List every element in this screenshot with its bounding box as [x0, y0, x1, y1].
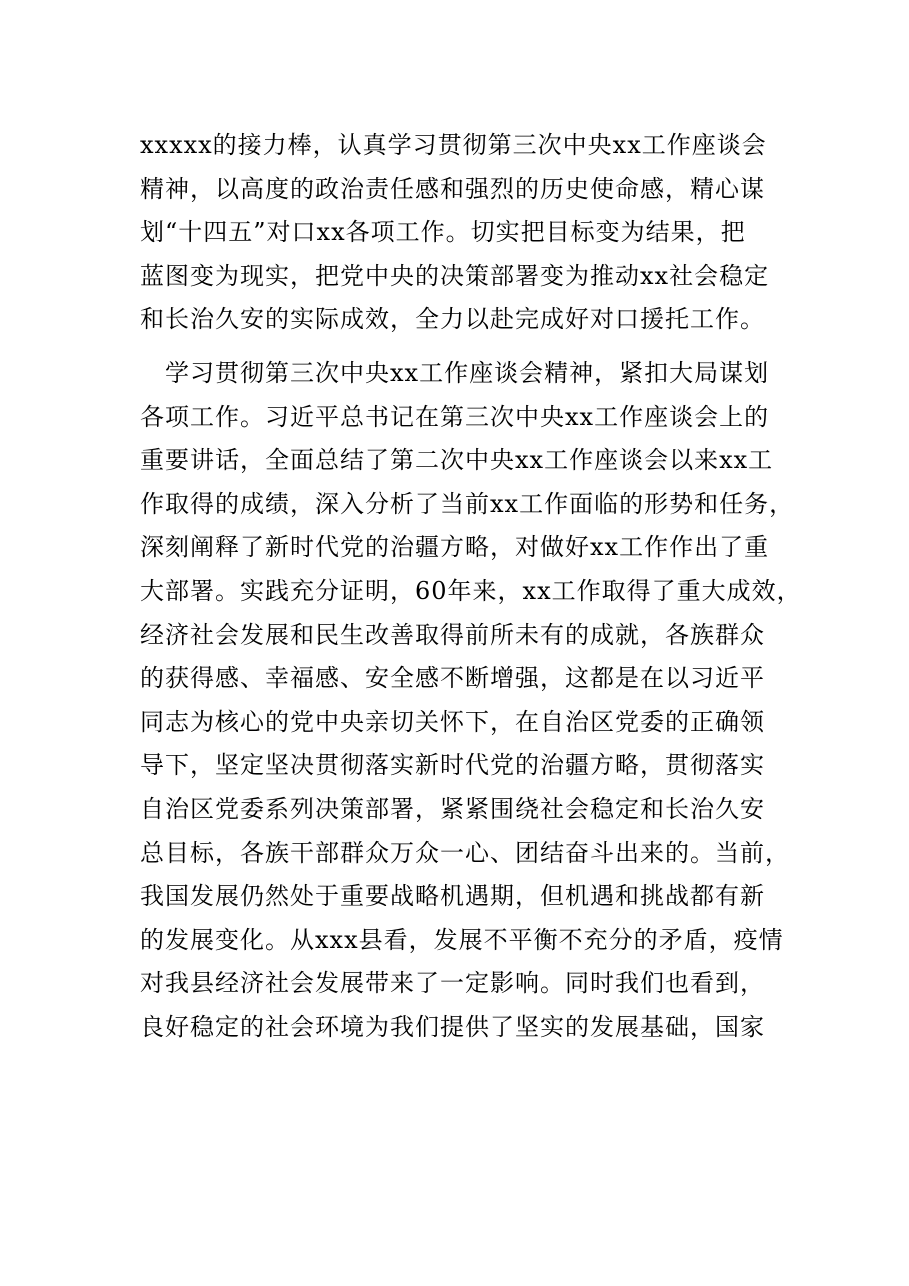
text-line: 蓝图变为现实，把党中央的决策部署变为推动xx社会稳定	[140, 261, 770, 290]
paragraph-1	[140, 124, 780, 342]
text-line: 作取得的成绩，深入分析了当前xx工作面临的形势和任务，	[140, 489, 795, 518]
text-line: 对我县经济社会发展带来了一定影响。同时我们也看到，	[140, 969, 765, 998]
text-line: 我国发展仍然处于重要战略机遇期，但机遇和挑战都有新	[140, 882, 765, 911]
text-line: 总目标，各族干部群众万众一心、团结奋斗出来的。当前，	[140, 838, 790, 867]
text-line	[140, 1093, 780, 1137]
text-line: 良好稳定的社会环境为我们提供了坚实的发展基础，国家	[140, 1012, 765, 1041]
text-line: 各项工作。习近平总书记在第三次中央xx工作座谈会上的	[140, 402, 770, 431]
document-body	[140, 124, 802, 1180]
text-line: 重要讲话，全面总结了第二次中央xx工作座谈会以来xx工	[140, 446, 774, 475]
text-line: 和长治久安的实际成效，全力以赴完成好对口援托工作。	[140, 305, 765, 334]
paragraph-2	[140, 352, 802, 1180]
text-line: 的发展变化。从xxx县看，发展不平衡不充分的矛盾，疫情	[140, 925, 784, 954]
text-line: 导下，坚定坚决贯彻落实新时代党的治疆方略，贯彻落实	[140, 751, 765, 780]
text-line: 学习贯彻第三次中央xx工作座谈会精神，紧扣大局谋划	[140, 358, 770, 387]
text-line: 划“十四五”对口xx各项工作。切实把目标变为结果，把	[140, 218, 746, 247]
text-line: xxxxx的接力棒，认真学习贯彻第三次中央xx工作座谈会	[140, 131, 767, 159]
text-line: 精神，以高度的政治责任感和强烈的历史使命感，精心谋	[140, 174, 765, 203]
text-line: 深刻阐释了新时代党的治疆方略，对做好xx工作作出了重	[140, 533, 770, 562]
text-line: 大部署。实践充分证明，60年来，xx工作取得了重大成效，	[140, 576, 802, 605]
text-line: 自治区党委系列决策部署，紧紧围绕社会稳定和长治久安	[140, 794, 765, 823]
paragraph-spacer	[140, 342, 780, 352]
text-line: 经济社会发展和民生改善取得前所未有的成就，各族群众	[140, 620, 765, 649]
text-line	[140, 1049, 780, 1093]
text-line	[140, 1137, 780, 1181]
text-line: 同志为核心的党中央亲切关怀下，在自治区党委的正确领	[140, 707, 765, 736]
text-line: 的获得感、幸福感、安全感不断增强，这都是在以习近平	[140, 664, 765, 693]
